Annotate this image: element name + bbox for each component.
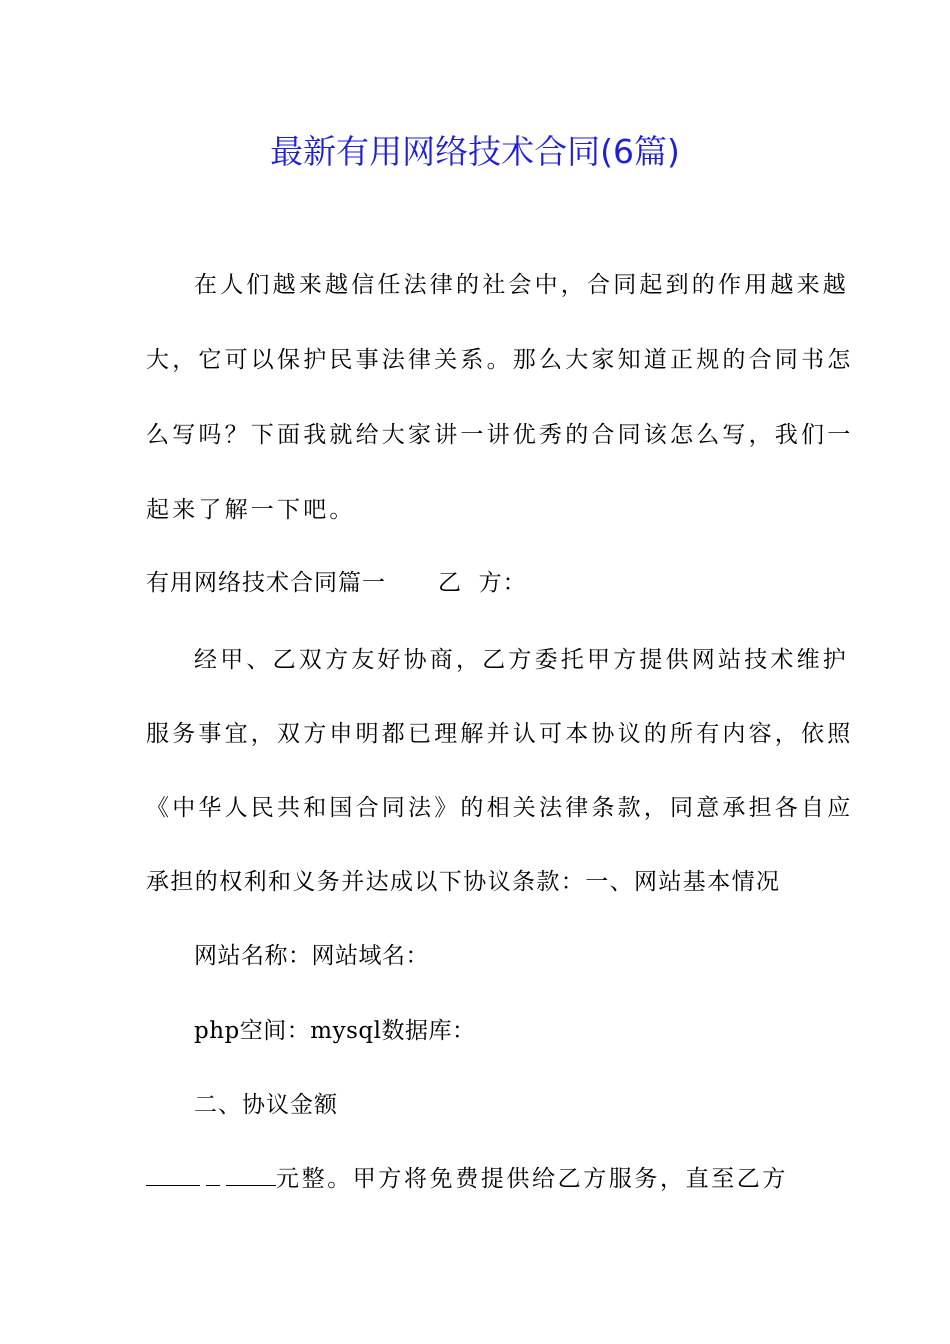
amount-blank-2 xyxy=(206,1165,220,1186)
body-line-1: 经甲、乙双方友好协商，乙方委托甲方提供网站技术维护 xyxy=(194,647,849,673)
section-heading-row xyxy=(146,567,527,599)
document-title: 最新有用网络技术合同(6篇) xyxy=(270,132,680,171)
body-line-4: 承担的权利和义务并达成以下协议条款：一、网站基本情况 xyxy=(146,869,781,895)
space-field-line: php空间：mysql数据库： xyxy=(194,1018,476,1044)
intro-line-1: 在人们越来越信任法律的社会中，合同起到的作用越来越 xyxy=(194,272,849,298)
intro-line-3: 么写吗？下面我就给大家讲一讲优秀的合同该怎么写，我们一 xyxy=(146,422,854,448)
amount-blank-3 xyxy=(226,1165,276,1186)
amount-blank-1 xyxy=(146,1165,200,1186)
body-line-2: 服务事宜，双方申明都已理解并认可本协议的所有内容，依照 xyxy=(146,721,854,747)
section-heading: 有用网络技术合同篇一 xyxy=(146,570,386,596)
body-line-3: 《中华人民共和国合同法》的相关法律条款，同意承担各自应 xyxy=(146,795,854,821)
site-field-line: 网站名称：网站域名： xyxy=(194,943,429,969)
amount-line xyxy=(146,1163,788,1195)
amount-line-text: 元整。甲方将免费提供给乙方服务，直至乙方 xyxy=(276,1166,788,1192)
intro-line-4: 起来了解一下吧。 xyxy=(146,497,356,523)
clause-two-heading: 二、协议金额 xyxy=(194,1092,338,1118)
party-b-label: 乙 方： xyxy=(438,570,527,596)
intro-line-2: 大，它可以保护民事法律关系。那么大家知道正规的合同书怎 xyxy=(146,347,854,373)
